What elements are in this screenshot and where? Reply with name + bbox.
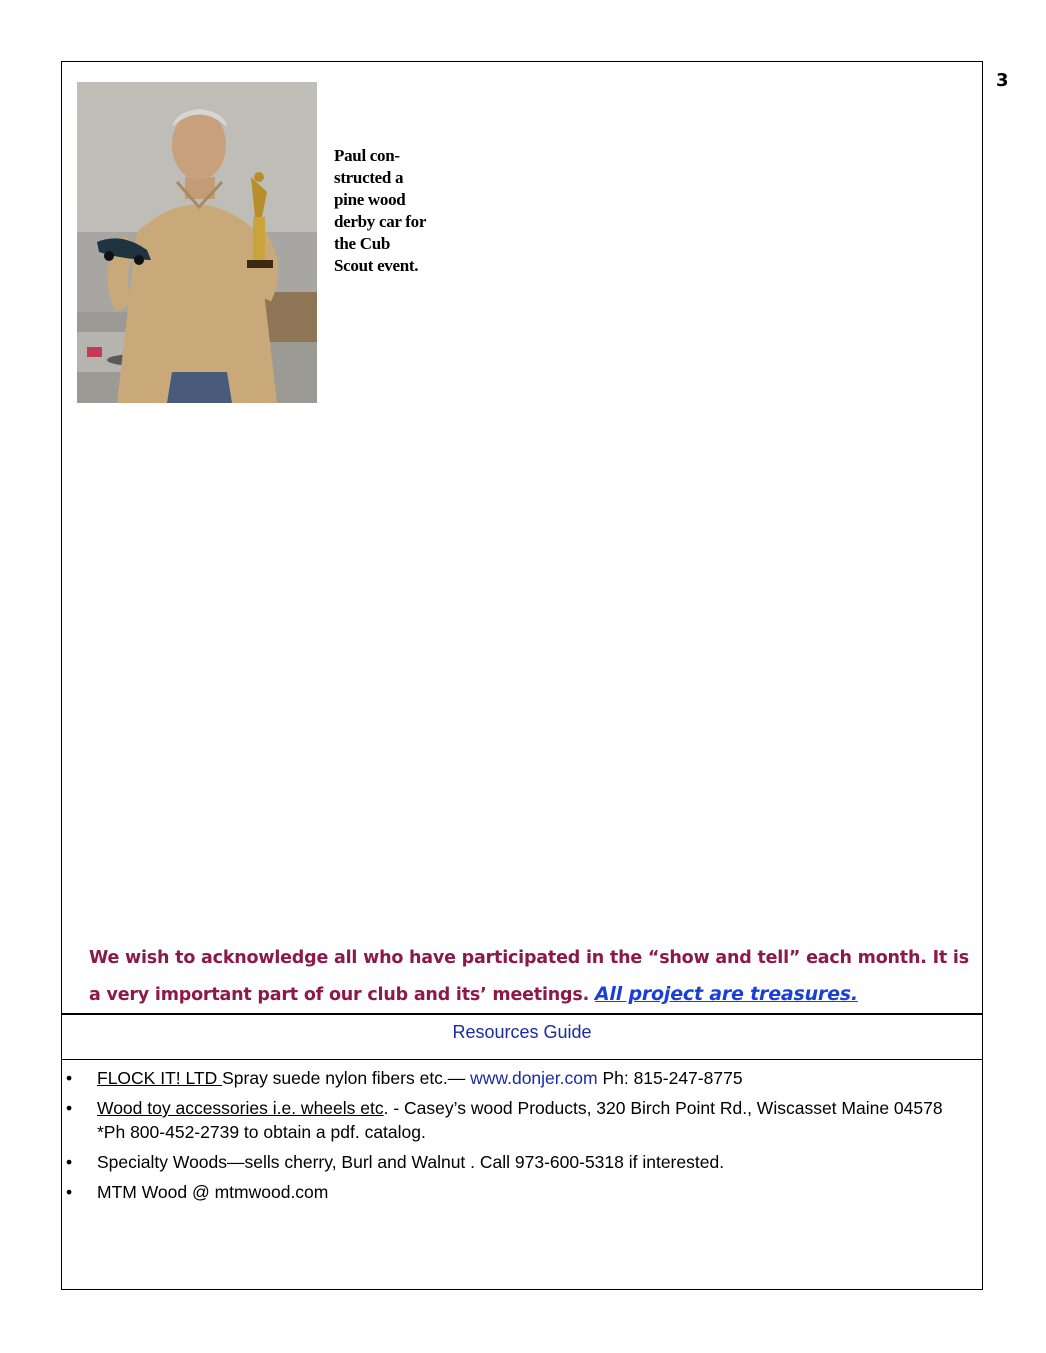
section-divider xyxy=(61,1013,983,1015)
caption-line: derby car for xyxy=(334,212,427,231)
caption-line: structed a xyxy=(334,168,404,187)
caption-line: the Cub xyxy=(334,234,390,253)
resource-label: Wood toy accessories i.e. wheels etc xyxy=(97,1098,384,1118)
page-number: 3 xyxy=(996,70,1009,91)
list-item xyxy=(66,1066,966,1090)
photo-caption xyxy=(334,145,464,277)
acknowledgement-text: We wish to acknowledge all who have participated in the “show and tell” each month. It is a very important part of our club and its’ meetings. xyxy=(89,948,969,1005)
resource-text: Spray suede nylon fibers etc.— xyxy=(222,1068,471,1088)
list-item xyxy=(66,1096,966,1144)
donjer-link[interactable]: www.donjer.com xyxy=(470,1068,598,1088)
resource-text: . - Casey’s wood Products, 320 Birch Point Rd., Wiscasset Maine 04578 *Ph 800-452-2739 to obtain a pdf. catalog. xyxy=(97,1098,943,1142)
resource-label: FLOCK IT! LTD xyxy=(97,1068,223,1088)
resource-text: Specialty Woods—sells cherry, Burl and Walnut . Call 973-600-5318 if interested. xyxy=(97,1152,725,1172)
caption-line: Paul con- xyxy=(334,146,400,165)
acknowledgement-paragraph xyxy=(89,940,969,1013)
section-divider xyxy=(61,1059,983,1060)
caption-line: pine wood xyxy=(334,190,406,209)
resource-phone: Ph: 815-247-8775 xyxy=(597,1068,743,1088)
resource-text: MTM Wood @ mtmwood.com xyxy=(97,1182,329,1202)
list-item xyxy=(66,1150,966,1174)
paul-photo xyxy=(77,82,317,403)
caption-line: Scout event. xyxy=(334,256,419,275)
resources-guide-title: Resources Guide xyxy=(452,1022,592,1042)
resources-list xyxy=(66,1066,966,1210)
list-item xyxy=(66,1180,966,1204)
treasures-link[interactable]: All project are treasures. xyxy=(594,983,858,1005)
